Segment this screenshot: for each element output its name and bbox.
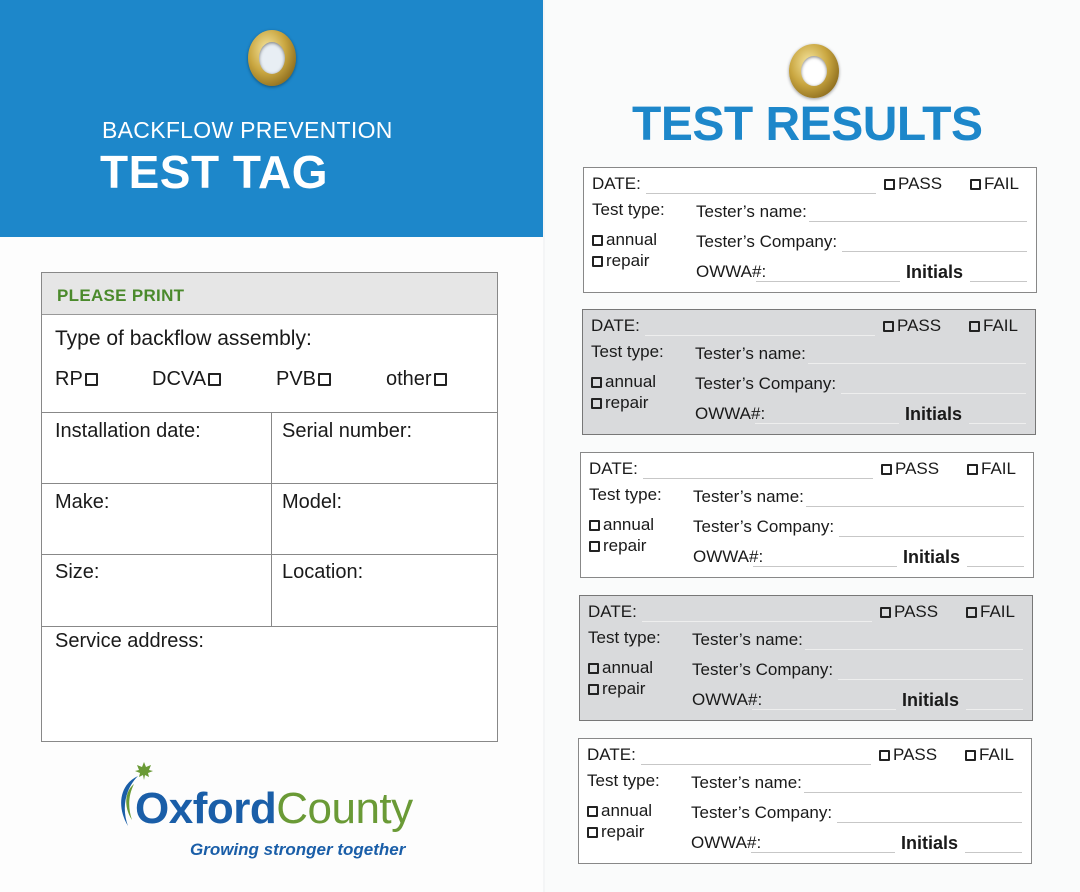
assembly-type-label: Type of backflow assembly: [55, 327, 312, 350]
size-field[interactable]: Size: [55, 561, 100, 583]
repair-label: repair [602, 679, 646, 698]
please-print-label: PLEASE PRINT [57, 286, 185, 305]
tag-subtitle: BACKFLOW PREVENTION [102, 117, 393, 143]
fill-line [970, 281, 1027, 282]
pass-option[interactable] [880, 602, 938, 622]
logo-oxford: Oxford [135, 784, 277, 833]
owwa-field[interactable]: OWWA#: [692, 690, 763, 709]
annual-label: annual [605, 372, 657, 391]
oxford-county-logo [108, 760, 438, 870]
pass-option[interactable] [884, 174, 942, 194]
repair-label: repair [605, 393, 649, 412]
fill-line [643, 478, 873, 479]
checkbox-icon[interactable] [969, 321, 980, 332]
option-dcva[interactable] [152, 368, 221, 391]
column-divider [271, 412, 272, 626]
pass-label: PASS [895, 459, 940, 478]
service-address-field[interactable]: Service address: [55, 630, 204, 652]
fail-label: FAIL [983, 316, 1018, 335]
installation-date-field[interactable]: Installation date: [55, 420, 201, 442]
repair-option[interactable] [587, 822, 644, 842]
checkbox-icon[interactable] [965, 750, 976, 761]
logo-county: County [276, 784, 413, 833]
result-block [579, 595, 1033, 721]
divider [42, 554, 497, 555]
tester-name-field[interactable]: Tester’s name: [696, 202, 807, 221]
tag-title: TEST TAG [100, 146, 329, 198]
annual-option[interactable] [587, 801, 652, 821]
logo-wordmark [135, 784, 413, 834]
divider [42, 626, 497, 627]
owwa-field[interactable]: OWWA#: [696, 262, 767, 281]
checkbox-icon[interactable] [881, 464, 892, 475]
checkbox-icon[interactable] [587, 827, 598, 838]
fill-line [641, 764, 871, 765]
repair-option[interactable] [591, 393, 648, 413]
checkbox-icon[interactable] [434, 373, 447, 386]
model-field[interactable]: Model: [282, 491, 343, 513]
fill-line [967, 566, 1024, 567]
tester-company-field[interactable]: Tester’s Company: [695, 374, 837, 393]
fill-line [837, 822, 1022, 823]
fail-label: FAIL [979, 745, 1014, 764]
divider [42, 483, 497, 484]
checkbox-icon[interactable] [880, 607, 891, 618]
checkbox-icon[interactable] [592, 256, 603, 267]
tester-name-field[interactable]: Tester’s name: [691, 773, 802, 792]
fill-line [969, 423, 1026, 424]
test-results-card [545, 0, 1080, 892]
checkbox-icon[interactable] [883, 321, 894, 332]
repair-option[interactable] [592, 251, 649, 271]
fill-line [804, 792, 1022, 793]
repair-label: repair [606, 251, 650, 270]
tester-company-field[interactable]: Tester’s Company: [693, 517, 835, 536]
date-field[interactable]: DATE: [592, 174, 641, 193]
annual-label: annual [606, 230, 658, 249]
tester-company-field[interactable]: Tester’s Company: [691, 803, 833, 822]
pass-option[interactable] [881, 459, 939, 479]
serial-number-field[interactable]: Serial number: [282, 420, 413, 442]
pass-option[interactable] [883, 316, 941, 336]
checkbox-icon[interactable] [85, 373, 98, 386]
grommet-eyelet [248, 30, 296, 86]
fill-line [838, 679, 1023, 680]
option-pvb[interactable] [276, 368, 331, 391]
repair-label: repair [603, 536, 647, 555]
location-field[interactable]: Location: [282, 561, 364, 583]
checkbox-icon[interactable] [970, 179, 981, 190]
fill-line [645, 335, 875, 336]
fill-line [756, 281, 900, 282]
checkbox-icon[interactable] [587, 806, 598, 817]
checkbox-icon[interactable] [589, 520, 600, 531]
pass-label: PASS [893, 745, 938, 764]
fill-line [646, 193, 876, 194]
fail-option[interactable] [969, 316, 1018, 336]
repair-option[interactable] [589, 536, 646, 556]
grommet-eyelet [789, 44, 839, 98]
annual-label: annual [603, 515, 655, 534]
fill-line [753, 566, 897, 567]
fail-label: FAIL [981, 459, 1016, 478]
option-rp-label: RP [55, 368, 83, 390]
initials-field[interactable]: Initials [906, 262, 964, 282]
please-print-header [42, 273, 497, 315]
assembly-form [41, 272, 498, 742]
checkbox-icon[interactable] [591, 398, 602, 409]
fail-label: FAIL [984, 174, 1019, 193]
result-block [580, 452, 1034, 578]
date-field[interactable]: DATE: [588, 602, 637, 621]
initials-field[interactable]: Initials [901, 833, 959, 853]
result-block [583, 167, 1037, 293]
pass-label: PASS [897, 316, 942, 335]
tester-company-field[interactable]: Tester’s Company: [696, 232, 838, 251]
annual-option[interactable] [589, 515, 654, 535]
repair-label: repair [601, 822, 645, 841]
checkbox-icon[interactable] [592, 235, 603, 246]
fill-line [755, 423, 899, 424]
fill-line [809, 221, 1027, 222]
owwa-field[interactable]: OWWA#: [693, 547, 764, 566]
fill-line [842, 251, 1027, 252]
option-other[interactable] [386, 368, 447, 391]
checkbox-icon[interactable] [318, 373, 331, 386]
checkbox-icon[interactable] [966, 607, 977, 618]
divider [42, 412, 497, 413]
tester-name-field[interactable]: Tester’s name: [695, 344, 806, 363]
fill-line [808, 363, 1026, 364]
fill-line [839, 536, 1024, 537]
fill-line [841, 393, 1026, 394]
option-dcva-label: DCVA [152, 368, 207, 390]
make-field[interactable]: Make: [55, 491, 110, 513]
annual-option[interactable] [588, 658, 653, 678]
checkbox-icon[interactable] [967, 464, 978, 475]
date-field[interactable]: DATE: [591, 316, 640, 335]
test-type-label: Test type: [589, 485, 662, 504]
checkbox-icon[interactable] [588, 684, 599, 695]
annual-option[interactable] [592, 230, 657, 250]
test-type-label: Test type: [592, 200, 665, 219]
initials-field[interactable]: Initials [903, 547, 961, 567]
fill-line [965, 852, 1022, 853]
date-field[interactable]: DATE: [589, 459, 638, 478]
test-type-label: Test type: [588, 628, 661, 647]
checkbox-icon[interactable] [884, 179, 895, 190]
fill-line [966, 709, 1023, 710]
maple-leaf-icon [135, 762, 153, 780]
annual-option[interactable] [591, 372, 656, 392]
annual-label: annual [602, 658, 654, 677]
fail-label: FAIL [980, 602, 1015, 621]
test-type-label: Test type: [587, 771, 660, 790]
fill-line [751, 852, 895, 853]
checkbox-icon[interactable] [591, 377, 602, 388]
pass-label: PASS [898, 174, 943, 193]
fill-line [642, 621, 872, 622]
pass-label: PASS [894, 602, 939, 621]
fill-line [805, 649, 1023, 650]
fail-option[interactable] [967, 459, 1016, 479]
option-other-label: other [386, 368, 432, 390]
checkbox-icon[interactable] [589, 541, 600, 552]
result-block [578, 738, 1032, 864]
pass-option[interactable] [879, 745, 937, 765]
fail-option[interactable] [966, 602, 1015, 622]
checkbox-icon[interactable] [588, 663, 599, 674]
logo-tagline: Growing stronger together [190, 840, 406, 859]
date-field[interactable]: DATE: [587, 745, 636, 764]
annual-label: annual [601, 801, 653, 820]
fill-line [752, 709, 896, 710]
tester-name-field[interactable]: Tester’s name: [693, 487, 804, 506]
option-rp[interactable] [55, 368, 98, 391]
test-type-label: Test type: [591, 342, 664, 361]
fill-line [806, 506, 1024, 507]
fail-option[interactable] [970, 174, 1019, 194]
result-block [582, 309, 1036, 435]
tester-name-field[interactable]: Tester’s name: [692, 630, 803, 649]
checkbox-icon[interactable] [879, 750, 890, 761]
initials-field[interactable]: Initials [905, 404, 963, 424]
owwa-field[interactable]: OWWA#: [695, 404, 766, 423]
option-pvb-label: PVB [276, 368, 317, 390]
checkbox-icon[interactable] [208, 373, 221, 386]
initials-field[interactable]: Initials [902, 690, 960, 710]
test-results-title: TEST RESULTS [632, 98, 983, 151]
fail-option[interactable] [965, 745, 1014, 765]
owwa-field[interactable]: OWWA#: [691, 833, 762, 852]
tester-company-field[interactable]: Tester’s Company: [692, 660, 834, 679]
repair-option[interactable] [588, 679, 645, 699]
